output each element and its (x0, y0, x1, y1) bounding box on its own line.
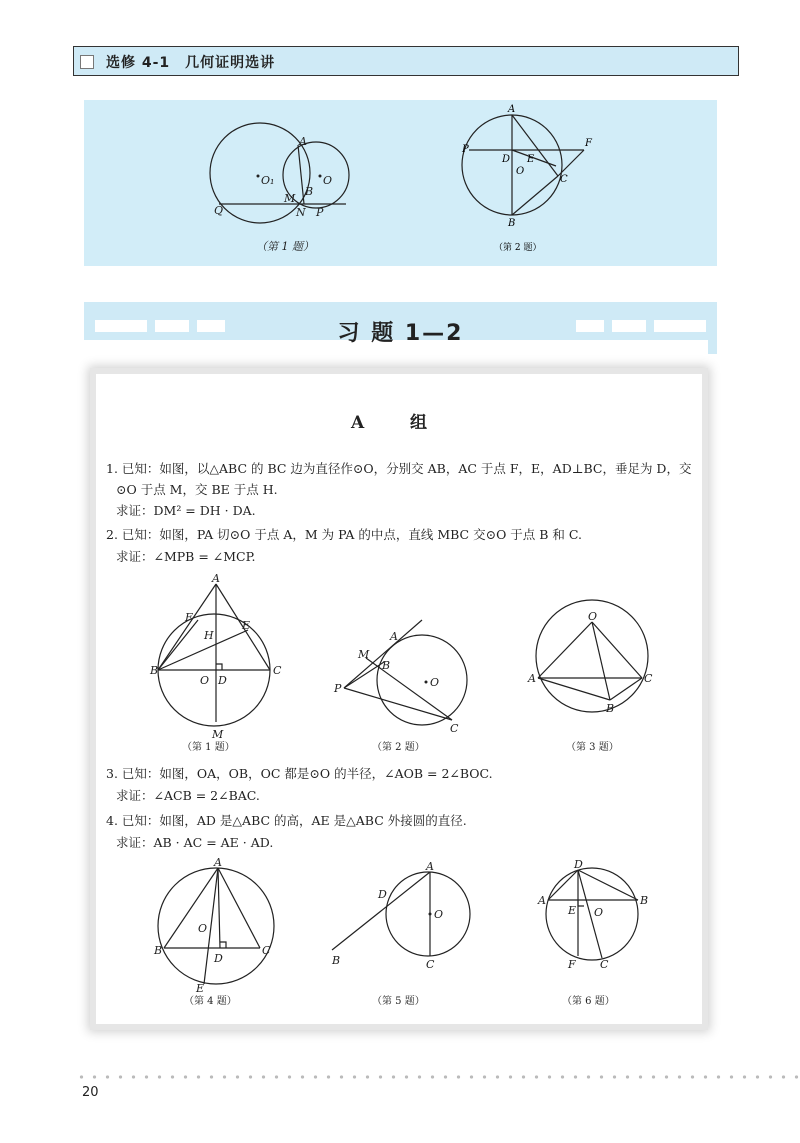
figure-6 (546, 868, 638, 960)
exercise-banner (84, 302, 717, 354)
top-figures (84, 100, 717, 266)
figure-2-labels (333, 630, 459, 752)
page-number: 20 (82, 1085, 99, 1100)
svg-text:A: A (299, 135, 307, 148)
svg-text:E: E (196, 982, 205, 995)
svg-text:C: C (600, 958, 609, 971)
figure-top-1-labels (214, 135, 332, 253)
svg-text:（第 1 题）: （第 1 题） (182, 742, 235, 752)
svg-text:B: B (150, 664, 159, 677)
svg-text:B: B (382, 659, 391, 672)
svg-text:C: C (426, 958, 435, 971)
problem-3-proof: 求证：∠ACB = 2∠BAC. (116, 788, 260, 803)
problem-1-proof: 求证：DM² = DH · DA. (116, 503, 256, 518)
svg-text:O: O (323, 174, 333, 187)
svg-text:P: P (334, 682, 342, 695)
circle-o1 (210, 123, 310, 223)
problem-panel (96, 374, 702, 1024)
svg-text:F: F (568, 958, 576, 971)
svg-text:A: A (390, 630, 398, 643)
header-square-icon (80, 55, 94, 69)
svg-text:M: M (358, 648, 370, 661)
svg-text:B: B (332, 954, 341, 967)
svg-text:D: D (502, 154, 511, 165)
svg-text:P: P (462, 144, 469, 155)
figures-row-2 (96, 858, 702, 1008)
svg-text:（第 3 题）: （第 3 题） (566, 742, 619, 752)
svg-text:C: C (560, 174, 568, 185)
svg-text:（第 1 题）: （第 1 题） (256, 240, 314, 253)
svg-text:A: A (508, 104, 516, 115)
problem-3-line-1: 3. 已知：如图，OA，OB，OC 都是⊙O 的半径，∠AOB = 2∠BOC. (106, 766, 493, 781)
svg-text:A: A (212, 572, 220, 585)
svg-text:（第 2 题）: （第 2 题） (372, 742, 425, 752)
svg-text:E: E (527, 154, 535, 165)
problem-4-proof: 求证：AB · AC = AE · AD. (116, 835, 274, 850)
problem-2-line-1: 2. 已知：如图，PA 切⊙O 于点 A，M 为 PA 的中点，直线 MBC 交⊙O 于点 B 和 C. (106, 527, 582, 542)
svg-text:（第 2 题）: （第 2 题） (494, 243, 542, 253)
svg-text:O: O (434, 908, 444, 921)
figure-5 (332, 872, 470, 956)
problem-2-proof: 求证：∠MPB = ∠MCP. (116, 549, 256, 564)
figure-top-2 (462, 115, 584, 215)
svg-text:A: A (528, 672, 536, 685)
svg-text:D: D (574, 858, 583, 871)
top-figure-band (84, 100, 717, 266)
svg-text:C: C (262, 944, 271, 957)
svg-text:D: D (214, 952, 223, 965)
exercise-title: 习 题 1—2 (337, 321, 464, 346)
svg-text:（第 4 题）: （第 4 题） (184, 996, 237, 1007)
svg-text:N: N (296, 206, 306, 219)
svg-text:B: B (154, 944, 163, 957)
header-title: 选修 4-1 几何证明选讲 (106, 55, 276, 71)
svg-text:A: A (538, 894, 546, 907)
svg-text:Q: Q (214, 204, 224, 217)
footer-dotted-rule (75, 1075, 800, 1079)
svg-text:P: P (316, 206, 324, 219)
figure-1 (158, 584, 270, 726)
problem-1-line-2: ⊙O 于点 M，交 BE 于点 H. (116, 482, 278, 497)
svg-text:C: C (644, 672, 653, 685)
problem-1-line-1: 1. 已知：如图，以△ABC 的 BC 边为直径作⊙O，分别交 AB，AC 于点 F，E，AD⊥BC，垂足为 D，交 (106, 461, 692, 476)
svg-text:M: M (284, 192, 296, 205)
svg-text:F: F (585, 138, 592, 149)
svg-text:B: B (606, 702, 615, 715)
svg-text:E: E (568, 904, 577, 917)
figure-6-labels (537, 858, 648, 1007)
problem-4-line-1: 4. 已知：如图，AD 是△ABC 的高，AE 是△ABC 外接圆的直径. (106, 813, 467, 828)
figure-4-labels (153, 858, 271, 1007)
svg-text:B: B (640, 894, 649, 907)
svg-text:O: O (516, 166, 525, 177)
svg-text:M: M (212, 728, 224, 741)
svg-text:C: C (273, 664, 282, 677)
svg-text:（第 5 题）: （第 5 题） (372, 996, 425, 1007)
svg-text:B: B (508, 218, 516, 229)
figure-top-1 (210, 123, 349, 223)
svg-text:O₁: O₁ (261, 174, 275, 187)
svg-text:E: E (242, 619, 251, 632)
svg-text:B: B (305, 185, 314, 198)
svg-text:（第 6 题）: （第 6 题） (562, 996, 615, 1007)
svg-text:C: C (450, 722, 459, 735)
group-title: A 组 (350, 413, 448, 433)
figure-2 (344, 620, 467, 725)
svg-text:A: A (426, 860, 434, 873)
figure-4 (158, 868, 274, 984)
svg-text:O: O (198, 922, 208, 935)
section-header (73, 46, 739, 76)
svg-text:O: O (430, 676, 440, 689)
svg-text:H: H (204, 629, 214, 642)
svg-text:O: O (588, 610, 598, 623)
svg-text:D: D (218, 674, 227, 687)
figures-row-1 (96, 572, 702, 752)
svg-text:A: A (214, 858, 222, 869)
svg-text:O: O (594, 906, 604, 919)
svg-text:F: F (185, 611, 193, 624)
svg-text:O: O (200, 674, 210, 687)
svg-text:D: D (378, 888, 387, 901)
figure-5-labels (331, 860, 443, 1007)
